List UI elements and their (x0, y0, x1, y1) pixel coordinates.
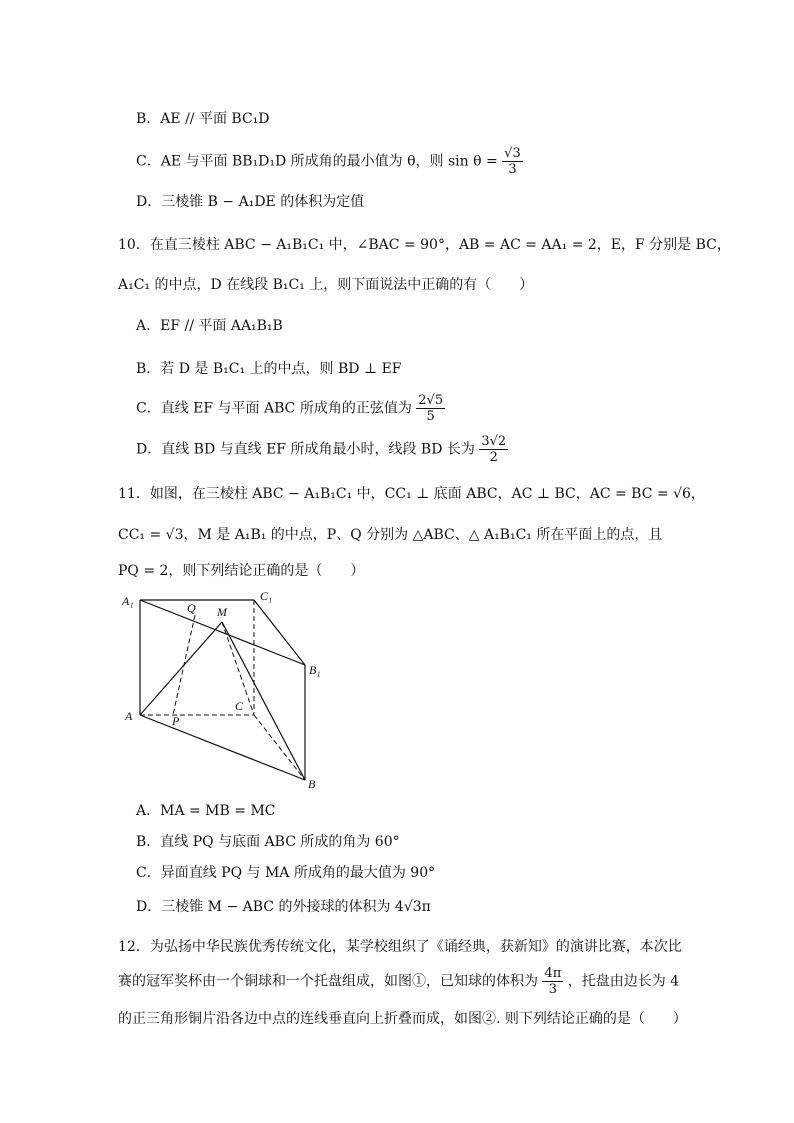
label-a: A (125, 709, 133, 723)
q12-stem-line2 (118, 966, 679, 997)
q11-prism-figure (110, 585, 340, 795)
fraction-numerator: 3√2 (481, 434, 507, 449)
q10-stem-line2: A₁C₁ 的中点，D 在线段 B₁C₁ 上，则下面说法中正确的有（ ） (118, 277, 534, 293)
label-c1: C₁ (260, 589, 273, 603)
q12-stem-line2-end: ，托盘由边长为 4 (567, 973, 680, 990)
label-p: P (172, 714, 180, 728)
q12-volume-fraction (542, 966, 563, 997)
q10-option-c-text: C．直线 EF 与平面 ABC 所成角的正弦值为 (136, 400, 412, 417)
q12-stem-line3: 的正三角形铜片沿各边中点的连线垂直向上折叠而成，如图②. 则下列结论正确的是（ ） (118, 1011, 687, 1027)
q10-option-a: A．EF // 平面 AA₁B₁B (136, 318, 283, 334)
fraction-denominator: 5 (426, 409, 435, 424)
q9-option-c-fraction (502, 146, 523, 177)
q11-option-a: A．MA = MB = MC (136, 803, 276, 819)
label-m: M (217, 605, 227, 619)
q10-option-d (136, 434, 508, 465)
q9-option-b: B．AE // 平面 BC₁D (136, 111, 270, 127)
fraction-denominator: 3 (508, 162, 517, 177)
fraction-denominator: 3 (548, 982, 557, 997)
q9-option-d: D．三棱锥 B − A₁DE 的体积为定值 (136, 194, 365, 210)
q10-option-d-text: D．直线 BD 与直线 EF 所成角最小时，线段 BD 长为 (136, 441, 475, 458)
q11-option-b: B．直线 PQ 与底面 ABC 所成的角为 60° (136, 834, 400, 850)
q10-option-b: B．若 D 是 B₁C₁ 上的中点，则 BD ⊥ EF (136, 361, 402, 377)
q10-option-c (136, 393, 445, 424)
q11-stem-line1: 11．如图，在三棱柱 ABC − A₁B₁C₁ 中，CC₁ ⊥ 底面 ABC，AC ⊥ BC，AC = BC = √6， (118, 486, 705, 502)
q12-stem-line1: 12．为弘扬中华民族优秀传统文化，某学校组织了《诵经典，获新知》的演讲比赛，本次比 (118, 939, 682, 955)
q11-stem-line3: PQ = 2，则下列结论正确的是（ ） (118, 563, 365, 579)
q10-stem-line1: 10．在直三棱柱 ABC − A₁B₁C₁ 中，∠BAC = 90°，AB = AC = AA₁ = 2，E，F 分别是 BC， (118, 237, 731, 253)
q9-option-c-text: C．AE 与平面 BB₁D₁D 所成角的最小值为 θ，则 sin θ = (136, 153, 498, 170)
q9-option-c (136, 146, 523, 177)
q11-option-d: D．三棱锥 M − ABC 的外接球的体积为 4√3π (136, 899, 431, 915)
label-q: Q (187, 601, 196, 615)
q10-option-d-fraction (479, 434, 508, 465)
fraction-denominator: 2 (489, 450, 498, 465)
q11-option-c: C．异面直线 PQ 与 MA 所成角的最大值为 90° (136, 865, 436, 881)
fraction-numerator: 4π (544, 966, 562, 981)
q11-stem-line2: CC₁ = √3，M 是 A₁B₁ 的中点，P、Q 分别为 △ABC、△ A₁B₁C₁ 所在平面上的点，且 (118, 527, 663, 543)
fraction-numerator: √3 (504, 146, 521, 161)
q10-option-c-fraction (416, 393, 445, 424)
label-b: B (308, 777, 316, 791)
fraction-numerator: 2√5 (418, 393, 444, 408)
label-a1: A₁ (122, 594, 134, 608)
label-b1: B₁ (309, 663, 321, 677)
label-c: C (235, 699, 244, 713)
q12-stem-line2-text: 赛的冠军奖杯由一个铜球和一个托盘组成，如图①，已知球的体积为 (118, 973, 538, 990)
